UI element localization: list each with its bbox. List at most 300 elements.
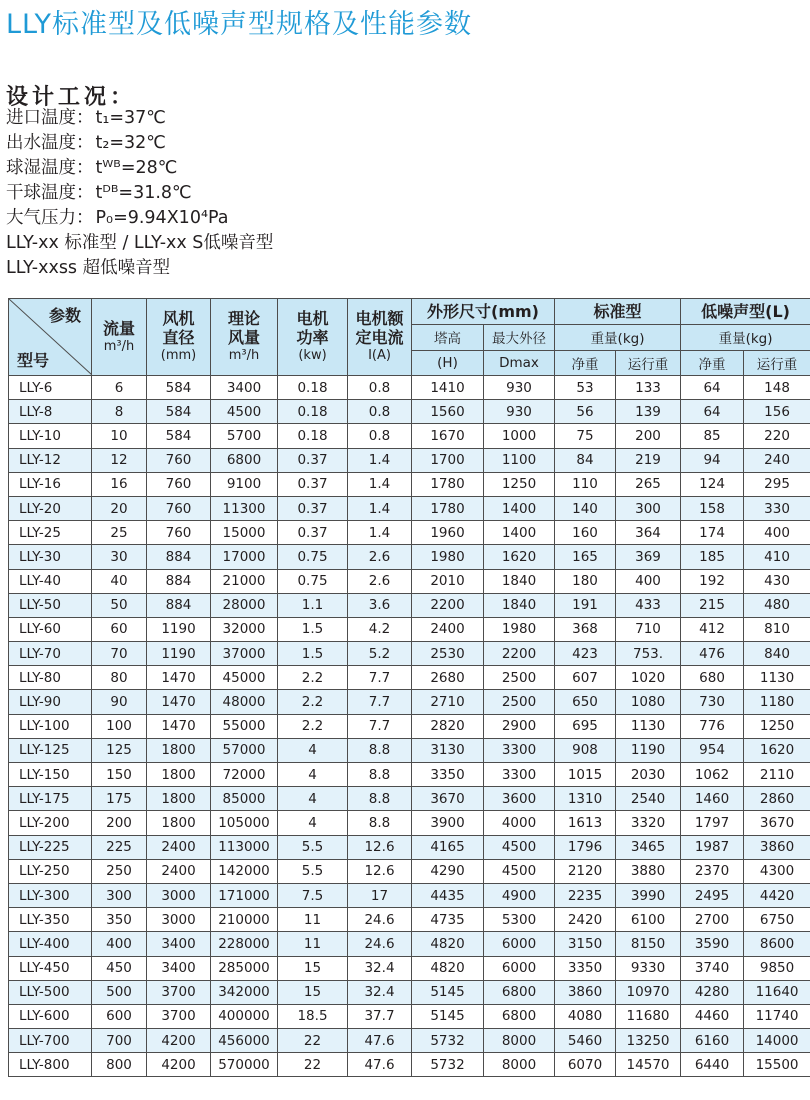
cell-std-run-weight: 1130 <box>616 714 681 738</box>
cell-fan-diameter: 3000 <box>147 883 211 907</box>
cell-fan-diameter: 1800 <box>147 787 211 811</box>
cell-max-diameter: 4000 <box>484 811 555 835</box>
cell-air-volume: 57000 <box>211 738 278 762</box>
cell-max-diameter: 6000 <box>484 956 555 980</box>
cell-air-volume: 15000 <box>211 521 278 545</box>
cell-tower-height: 1780 <box>412 472 484 496</box>
cell-motor-power: 7.5 <box>278 883 348 907</box>
header-air-volume: 理论 风量 m³/h <box>211 299 278 376</box>
cell-fan-diameter: 760 <box>147 472 211 496</box>
cell-fan-diameter: 760 <box>147 448 211 472</box>
table-row <box>9 738 810 762</box>
cell-motor-power: 0.18 <box>278 424 348 448</box>
cell-low-run-weight: 4300 <box>744 859 810 883</box>
header-std-net: 净重 <box>555 350 616 375</box>
model-type-note <box>6 256 170 280</box>
cell-motor-power: 2.2 <box>278 690 348 714</box>
cell-flow: 450 <box>92 956 147 980</box>
cell-std-net-weight: 650 <box>555 690 616 714</box>
header-low-noise-type: 低噪声型(L) <box>681 299 810 325</box>
cell-tower-height: 5732 <box>412 1029 484 1053</box>
cell-max-diameter: 3300 <box>484 738 555 762</box>
cell-std-run-weight: 219 <box>616 448 681 472</box>
cell-rated-current: 8.8 <box>348 763 412 787</box>
cell-air-volume: 456000 <box>211 1029 278 1053</box>
cell-motor-power: 0.18 <box>278 376 348 400</box>
cell-flow: 60 <box>92 617 147 641</box>
cell-motor-power: 0.37 <box>278 448 348 472</box>
cell-fan-diameter: 584 <box>147 424 211 448</box>
cell-tower-height: 4820 <box>412 932 484 956</box>
cell-air-volume: 4500 <box>211 400 278 424</box>
header-low-net: 净重 <box>681 350 744 375</box>
cell-flow: 800 <box>92 1053 147 1077</box>
cell-model: LLY-20 <box>9 496 92 520</box>
cell-model: LLY-125 <box>9 738 92 762</box>
cell-rated-current: 0.8 <box>348 376 412 400</box>
cell-tower-height: 1560 <box>412 400 484 424</box>
cell-flow: 12 <box>92 448 147 472</box>
cell-air-volume: 570000 <box>211 1053 278 1077</box>
cell-model: LLY-80 <box>9 666 92 690</box>
cell-std-net-weight: 165 <box>555 545 616 569</box>
cell-std-net-weight: 3350 <box>555 956 616 980</box>
cell-flow: 250 <box>92 859 147 883</box>
cell-std-net-weight: 3860 <box>555 980 616 1004</box>
cell-std-run-weight: 364 <box>616 521 681 545</box>
cell-low-net-weight: 6160 <box>681 1029 744 1053</box>
cell-rated-current: 2.6 <box>348 545 412 569</box>
table-row <box>9 448 810 472</box>
corner-header <box>9 299 92 376</box>
table-row <box>9 1004 810 1028</box>
cell-low-run-weight: 2860 <box>744 787 810 811</box>
cell-flow: 300 <box>92 883 147 907</box>
cell-rated-current: 37.7 <box>348 1004 412 1028</box>
condition-value: t₂=32℃ <box>95 133 166 153</box>
cell-std-run-weight: 14570 <box>616 1053 681 1077</box>
cell-tower-height: 5732 <box>412 1053 484 1077</box>
cell-tower-height: 4165 <box>412 835 484 859</box>
cell-motor-power: 11 <box>278 932 348 956</box>
cell-low-net-weight: 2700 <box>681 908 744 932</box>
cell-air-volume: 32000 <box>211 617 278 641</box>
table-row <box>9 811 810 835</box>
cell-low-run-weight: 330 <box>744 496 810 520</box>
cell-max-diameter: 8000 <box>484 1029 555 1053</box>
cell-air-volume: 171000 <box>211 883 278 907</box>
cell-std-net-weight: 53 <box>555 376 616 400</box>
cell-std-net-weight: 368 <box>555 617 616 641</box>
cell-fan-diameter: 1800 <box>147 811 211 835</box>
cell-model: LLY-300 <box>9 883 92 907</box>
cell-fan-diameter: 760 <box>147 496 211 520</box>
cell-std-net-weight: 607 <box>555 666 616 690</box>
cell-low-run-weight: 11740 <box>744 1004 810 1028</box>
cell-std-net-weight: 3150 <box>555 932 616 956</box>
cell-flow: 200 <box>92 811 147 835</box>
cell-fan-diameter: 2400 <box>147 835 211 859</box>
cell-model: LLY-175 <box>9 787 92 811</box>
condition-value: tᵂᴮ=28℃ <box>95 158 178 178</box>
cell-motor-power: 0.37 <box>278 496 348 520</box>
cell-max-diameter: 4500 <box>484 835 555 859</box>
cell-model: LLY-10 <box>9 424 92 448</box>
cell-model: LLY-450 <box>9 956 92 980</box>
cell-air-volume: 342000 <box>211 980 278 1004</box>
cell-air-volume: 6800 <box>211 448 278 472</box>
cell-air-volume: 3400 <box>211 376 278 400</box>
cell-std-run-weight: 9330 <box>616 956 681 980</box>
cell-low-run-weight: 220 <box>744 424 810 448</box>
cell-air-volume: 72000 <box>211 763 278 787</box>
cell-low-net-weight: 174 <box>681 521 744 545</box>
cell-max-diameter: 1400 <box>484 496 555 520</box>
cell-air-volume: 5700 <box>211 424 278 448</box>
cell-std-run-weight: 3465 <box>616 835 681 859</box>
table-row <box>9 376 810 400</box>
table-row <box>9 400 810 424</box>
cell-std-run-weight: 3990 <box>616 883 681 907</box>
cell-motor-power: 2.2 <box>278 714 348 738</box>
cell-std-run-weight: 753. <box>616 642 681 666</box>
cell-rated-current: 2.6 <box>348 569 412 593</box>
cell-low-run-weight: 1250 <box>744 714 810 738</box>
cell-low-net-weight: 94 <box>681 448 744 472</box>
table-row <box>9 787 810 811</box>
cell-std-run-weight: 13250 <box>616 1029 681 1053</box>
cell-rated-current: 8.8 <box>348 787 412 811</box>
cell-flow: 8 <box>92 400 147 424</box>
cell-motor-power: 0.75 <box>278 569 348 593</box>
cell-rated-current: 8.8 <box>348 811 412 835</box>
cell-low-net-weight: 2495 <box>681 883 744 907</box>
cell-max-diameter: 5300 <box>484 908 555 932</box>
cell-std-run-weight: 133 <box>616 376 681 400</box>
cell-tower-height: 1670 <box>412 424 484 448</box>
cell-std-net-weight: 191 <box>555 593 616 617</box>
cell-low-run-weight: 410 <box>744 545 810 569</box>
cell-flow: 150 <box>92 763 147 787</box>
cell-motor-power: 4 <box>278 787 348 811</box>
cell-tower-height: 2400 <box>412 617 484 641</box>
cell-fan-diameter: 1190 <box>147 642 211 666</box>
cell-fan-diameter: 3400 <box>147 956 211 980</box>
condition-outlet-temp <box>6 131 166 155</box>
cell-low-run-weight: 430 <box>744 569 810 593</box>
condition-value: LLY-xx 标准型 / LLY-xx S低噪音型 <box>6 233 274 253</box>
table-row <box>9 545 810 569</box>
cell-model: LLY-6 <box>9 376 92 400</box>
cell-std-net-weight: 2420 <box>555 908 616 932</box>
cell-air-volume: 105000 <box>211 811 278 835</box>
cell-rated-current: 1.4 <box>348 448 412 472</box>
condition-value: P₀=9.94X10⁴Pa <box>95 208 229 228</box>
cell-std-run-weight: 265 <box>616 472 681 496</box>
cell-std-net-weight: 908 <box>555 738 616 762</box>
condition-inlet-temp <box>6 106 166 130</box>
cell-model: LLY-500 <box>9 980 92 1004</box>
condition-label: 出水温度： <box>6 133 94 153</box>
cell-max-diameter: 1250 <box>484 472 555 496</box>
cell-rated-current: 4.2 <box>348 617 412 641</box>
condition-value: t₁=37℃ <box>95 108 166 128</box>
cell-std-run-weight: 300 <box>616 496 681 520</box>
cell-air-volume: 48000 <box>211 690 278 714</box>
cell-std-run-weight: 710 <box>616 617 681 641</box>
cell-std-run-weight: 200 <box>616 424 681 448</box>
cell-std-net-weight: 1310 <box>555 787 616 811</box>
table-row <box>9 569 810 593</box>
cell-motor-power: 18.5 <box>278 1004 348 1028</box>
cell-tower-height: 1410 <box>412 376 484 400</box>
cell-low-net-weight: 476 <box>681 642 744 666</box>
cell-std-run-weight: 10970 <box>616 980 681 1004</box>
cell-low-net-weight: 3590 <box>681 932 744 956</box>
cell-rated-current: 17 <box>348 883 412 907</box>
cell-tower-height: 1960 <box>412 521 484 545</box>
cell-max-diameter: 1840 <box>484 569 555 593</box>
cell-rated-current: 32.4 <box>348 980 412 1004</box>
cell-flow: 6 <box>92 376 147 400</box>
header-rated-current: 电机额 定电流 I(A) <box>348 299 412 376</box>
cell-air-volume: 285000 <box>211 956 278 980</box>
cell-air-volume: 37000 <box>211 642 278 666</box>
cell-fan-diameter: 1470 <box>147 714 211 738</box>
cell-rated-current: 5.2 <box>348 642 412 666</box>
cell-std-net-weight: 423 <box>555 642 616 666</box>
cell-rated-current: 12.6 <box>348 859 412 883</box>
cell-low-net-weight: 4460 <box>681 1004 744 1028</box>
cell-model: LLY-250 <box>9 859 92 883</box>
cell-tower-height: 4820 <box>412 956 484 980</box>
cell-model: LLY-16 <box>9 472 92 496</box>
cell-motor-power: 15 <box>278 980 348 1004</box>
corner-param-label: 参数 <box>48 306 81 325</box>
cell-low-net-weight: 158 <box>681 496 744 520</box>
cell-fan-diameter: 2400 <box>147 859 211 883</box>
cell-std-net-weight: 75 <box>555 424 616 448</box>
cell-fan-diameter: 1470 <box>147 690 211 714</box>
table-row <box>9 496 810 520</box>
cell-rated-current: 1.4 <box>348 472 412 496</box>
header-std-run: 运行重 <box>616 350 681 375</box>
cell-max-diameter: 1620 <box>484 545 555 569</box>
cell-std-net-weight: 160 <box>555 521 616 545</box>
cell-flow: 25 <box>92 521 147 545</box>
cell-low-run-weight: 3860 <box>744 835 810 859</box>
cell-fan-diameter: 3700 <box>147 980 211 1004</box>
cell-flow: 600 <box>92 1004 147 1028</box>
cell-std-run-weight: 369 <box>616 545 681 569</box>
cell-std-run-weight: 400 <box>616 569 681 593</box>
header-tower-height-unit: (H) <box>412 350 484 375</box>
cell-flow: 100 <box>92 714 147 738</box>
cell-flow: 30 <box>92 545 147 569</box>
cell-std-net-weight: 56 <box>555 400 616 424</box>
cell-motor-power: 4 <box>278 811 348 835</box>
cell-model: LLY-100 <box>9 714 92 738</box>
cell-flow: 10 <box>92 424 147 448</box>
cell-air-volume: 45000 <box>211 666 278 690</box>
spec-table-body <box>9 376 810 1077</box>
cell-flow: 700 <box>92 1029 147 1053</box>
condition-label: 干球温度： <box>6 183 94 203</box>
cell-max-diameter: 930 <box>484 376 555 400</box>
cell-std-net-weight: 84 <box>555 448 616 472</box>
cell-max-diameter: 4900 <box>484 883 555 907</box>
cell-std-run-weight: 2540 <box>616 787 681 811</box>
cell-std-net-weight: 1613 <box>555 811 616 835</box>
cell-motor-power: 5.5 <box>278 859 348 883</box>
cell-low-run-weight: 3670 <box>744 811 810 835</box>
table-row <box>9 593 810 617</box>
cell-max-diameter: 4500 <box>484 859 555 883</box>
cell-fan-diameter: 884 <box>147 593 211 617</box>
table-row <box>9 714 810 738</box>
cell-std-net-weight: 110 <box>555 472 616 496</box>
cell-rated-current: 7.7 <box>348 690 412 714</box>
cell-fan-diameter: 1470 <box>147 666 211 690</box>
header-tower-height: 塔高 <box>412 325 484 350</box>
cell-motor-power: 0.37 <box>278 521 348 545</box>
cell-max-diameter: 1400 <box>484 521 555 545</box>
cell-fan-diameter: 3700 <box>147 1004 211 1028</box>
cell-std-run-weight: 139 <box>616 400 681 424</box>
cell-model: LLY-400 <box>9 932 92 956</box>
cell-low-run-weight: 400 <box>744 521 810 545</box>
cell-flow: 500 <box>92 980 147 1004</box>
cell-low-net-weight: 1987 <box>681 835 744 859</box>
cell-tower-height: 3130 <box>412 738 484 762</box>
table-row <box>9 883 810 907</box>
header-max-diameter: 最大外径 <box>484 325 555 350</box>
cell-rated-current: 12.6 <box>348 835 412 859</box>
cell-rated-current: 8.8 <box>348 738 412 762</box>
cell-air-volume: 28000 <box>211 593 278 617</box>
spec-table <box>8 298 810 1077</box>
cell-flow: 175 <box>92 787 147 811</box>
cell-flow: 20 <box>92 496 147 520</box>
table-row <box>9 1053 810 1077</box>
cell-low-run-weight: 156 <box>744 400 810 424</box>
cell-low-run-weight: 15500 <box>744 1053 810 1077</box>
cell-motor-power: 0.37 <box>278 472 348 496</box>
table-row <box>9 666 810 690</box>
cell-max-diameter: 6800 <box>484 1004 555 1028</box>
cell-low-run-weight: 840 <box>744 642 810 666</box>
cell-low-run-weight: 810 <box>744 617 810 641</box>
condition-label: 大气压力： <box>6 208 94 228</box>
cell-std-net-weight: 180 <box>555 569 616 593</box>
cell-fan-diameter: 3400 <box>147 932 211 956</box>
cell-tower-height: 2200 <box>412 593 484 617</box>
cell-low-run-weight: 9850 <box>744 956 810 980</box>
cell-air-volume: 9100 <box>211 472 278 496</box>
cell-rated-current: 47.6 <box>348 1053 412 1077</box>
cell-flow: 350 <box>92 908 147 932</box>
cell-max-diameter: 2200 <box>484 642 555 666</box>
header-max-diameter-unit: Dmax <box>484 350 555 375</box>
header-dimensions: 外形尺寸(mm) <box>412 299 555 325</box>
cell-low-net-weight: 192 <box>681 569 744 593</box>
cell-low-net-weight: 124 <box>681 472 744 496</box>
cell-std-run-weight: 1190 <box>616 738 681 762</box>
cell-model: LLY-12 <box>9 448 92 472</box>
cell-low-net-weight: 85 <box>681 424 744 448</box>
header-motor-power: 电机 功率 (kw) <box>278 299 348 376</box>
cell-model: LLY-90 <box>9 690 92 714</box>
cell-fan-diameter: 3000 <box>147 908 211 932</box>
cell-fan-diameter: 584 <box>147 400 211 424</box>
cell-std-net-weight: 6070 <box>555 1053 616 1077</box>
table-row <box>9 763 810 787</box>
cell-fan-diameter: 1190 <box>147 617 211 641</box>
cell-low-run-weight: 480 <box>744 593 810 617</box>
cell-fan-diameter: 4200 <box>147 1053 211 1077</box>
table-row <box>9 859 810 883</box>
cell-low-net-weight: 2370 <box>681 859 744 883</box>
cell-tower-height: 5145 <box>412 980 484 1004</box>
cell-motor-power: 1.5 <box>278 617 348 641</box>
cell-max-diameter: 2500 <box>484 666 555 690</box>
cell-std-net-weight: 1015 <box>555 763 616 787</box>
cell-low-run-weight: 2110 <box>744 763 810 787</box>
table-row <box>9 424 810 448</box>
cell-std-net-weight: 2235 <box>555 883 616 907</box>
header-std-weight: 重量(kg) <box>555 325 681 350</box>
cell-std-net-weight: 2120 <box>555 859 616 883</box>
header-low-weight: 重量(kg) <box>681 325 810 350</box>
cell-tower-height: 4435 <box>412 883 484 907</box>
cell-motor-power: 22 <box>278 1053 348 1077</box>
cell-low-run-weight: 240 <box>744 448 810 472</box>
cell-model: LLY-8 <box>9 400 92 424</box>
cell-std-net-weight: 5460 <box>555 1029 616 1053</box>
cell-low-net-weight: 215 <box>681 593 744 617</box>
cell-low-run-weight: 14000 <box>744 1029 810 1053</box>
table-row <box>9 956 810 980</box>
cell-motor-power: 15 <box>278 956 348 980</box>
table-row <box>9 690 810 714</box>
cell-flow: 16 <box>92 472 147 496</box>
cell-low-net-weight: 412 <box>681 617 744 641</box>
cell-fan-diameter: 760 <box>147 521 211 545</box>
header-low-run: 运行重 <box>744 350 810 375</box>
cell-max-diameter: 6000 <box>484 932 555 956</box>
cell-air-volume: 400000 <box>211 1004 278 1028</box>
cell-tower-height: 2010 <box>412 569 484 593</box>
cell-tower-height: 2530 <box>412 642 484 666</box>
cell-tower-height: 4735 <box>412 908 484 932</box>
condition-dry-bulb <box>6 181 192 205</box>
cell-std-net-weight: 695 <box>555 714 616 738</box>
table-row <box>9 932 810 956</box>
cell-low-run-weight: 1620 <box>744 738 810 762</box>
cell-low-net-weight: 6440 <box>681 1053 744 1077</box>
header-flow: 流量 m³/h <box>92 299 147 376</box>
cell-motor-power: 1.1 <box>278 593 348 617</box>
cell-max-diameter: 3600 <box>484 787 555 811</box>
table-row <box>9 617 810 641</box>
cell-motor-power: 4 <box>278 738 348 762</box>
cell-low-net-weight: 1797 <box>681 811 744 835</box>
cell-low-run-weight: 6750 <box>744 908 810 932</box>
cell-rated-current: 0.8 <box>348 400 412 424</box>
corner-model-label: 型号 <box>17 351 50 370</box>
cell-motor-power: 11 <box>278 908 348 932</box>
cell-fan-diameter: 1800 <box>147 738 211 762</box>
